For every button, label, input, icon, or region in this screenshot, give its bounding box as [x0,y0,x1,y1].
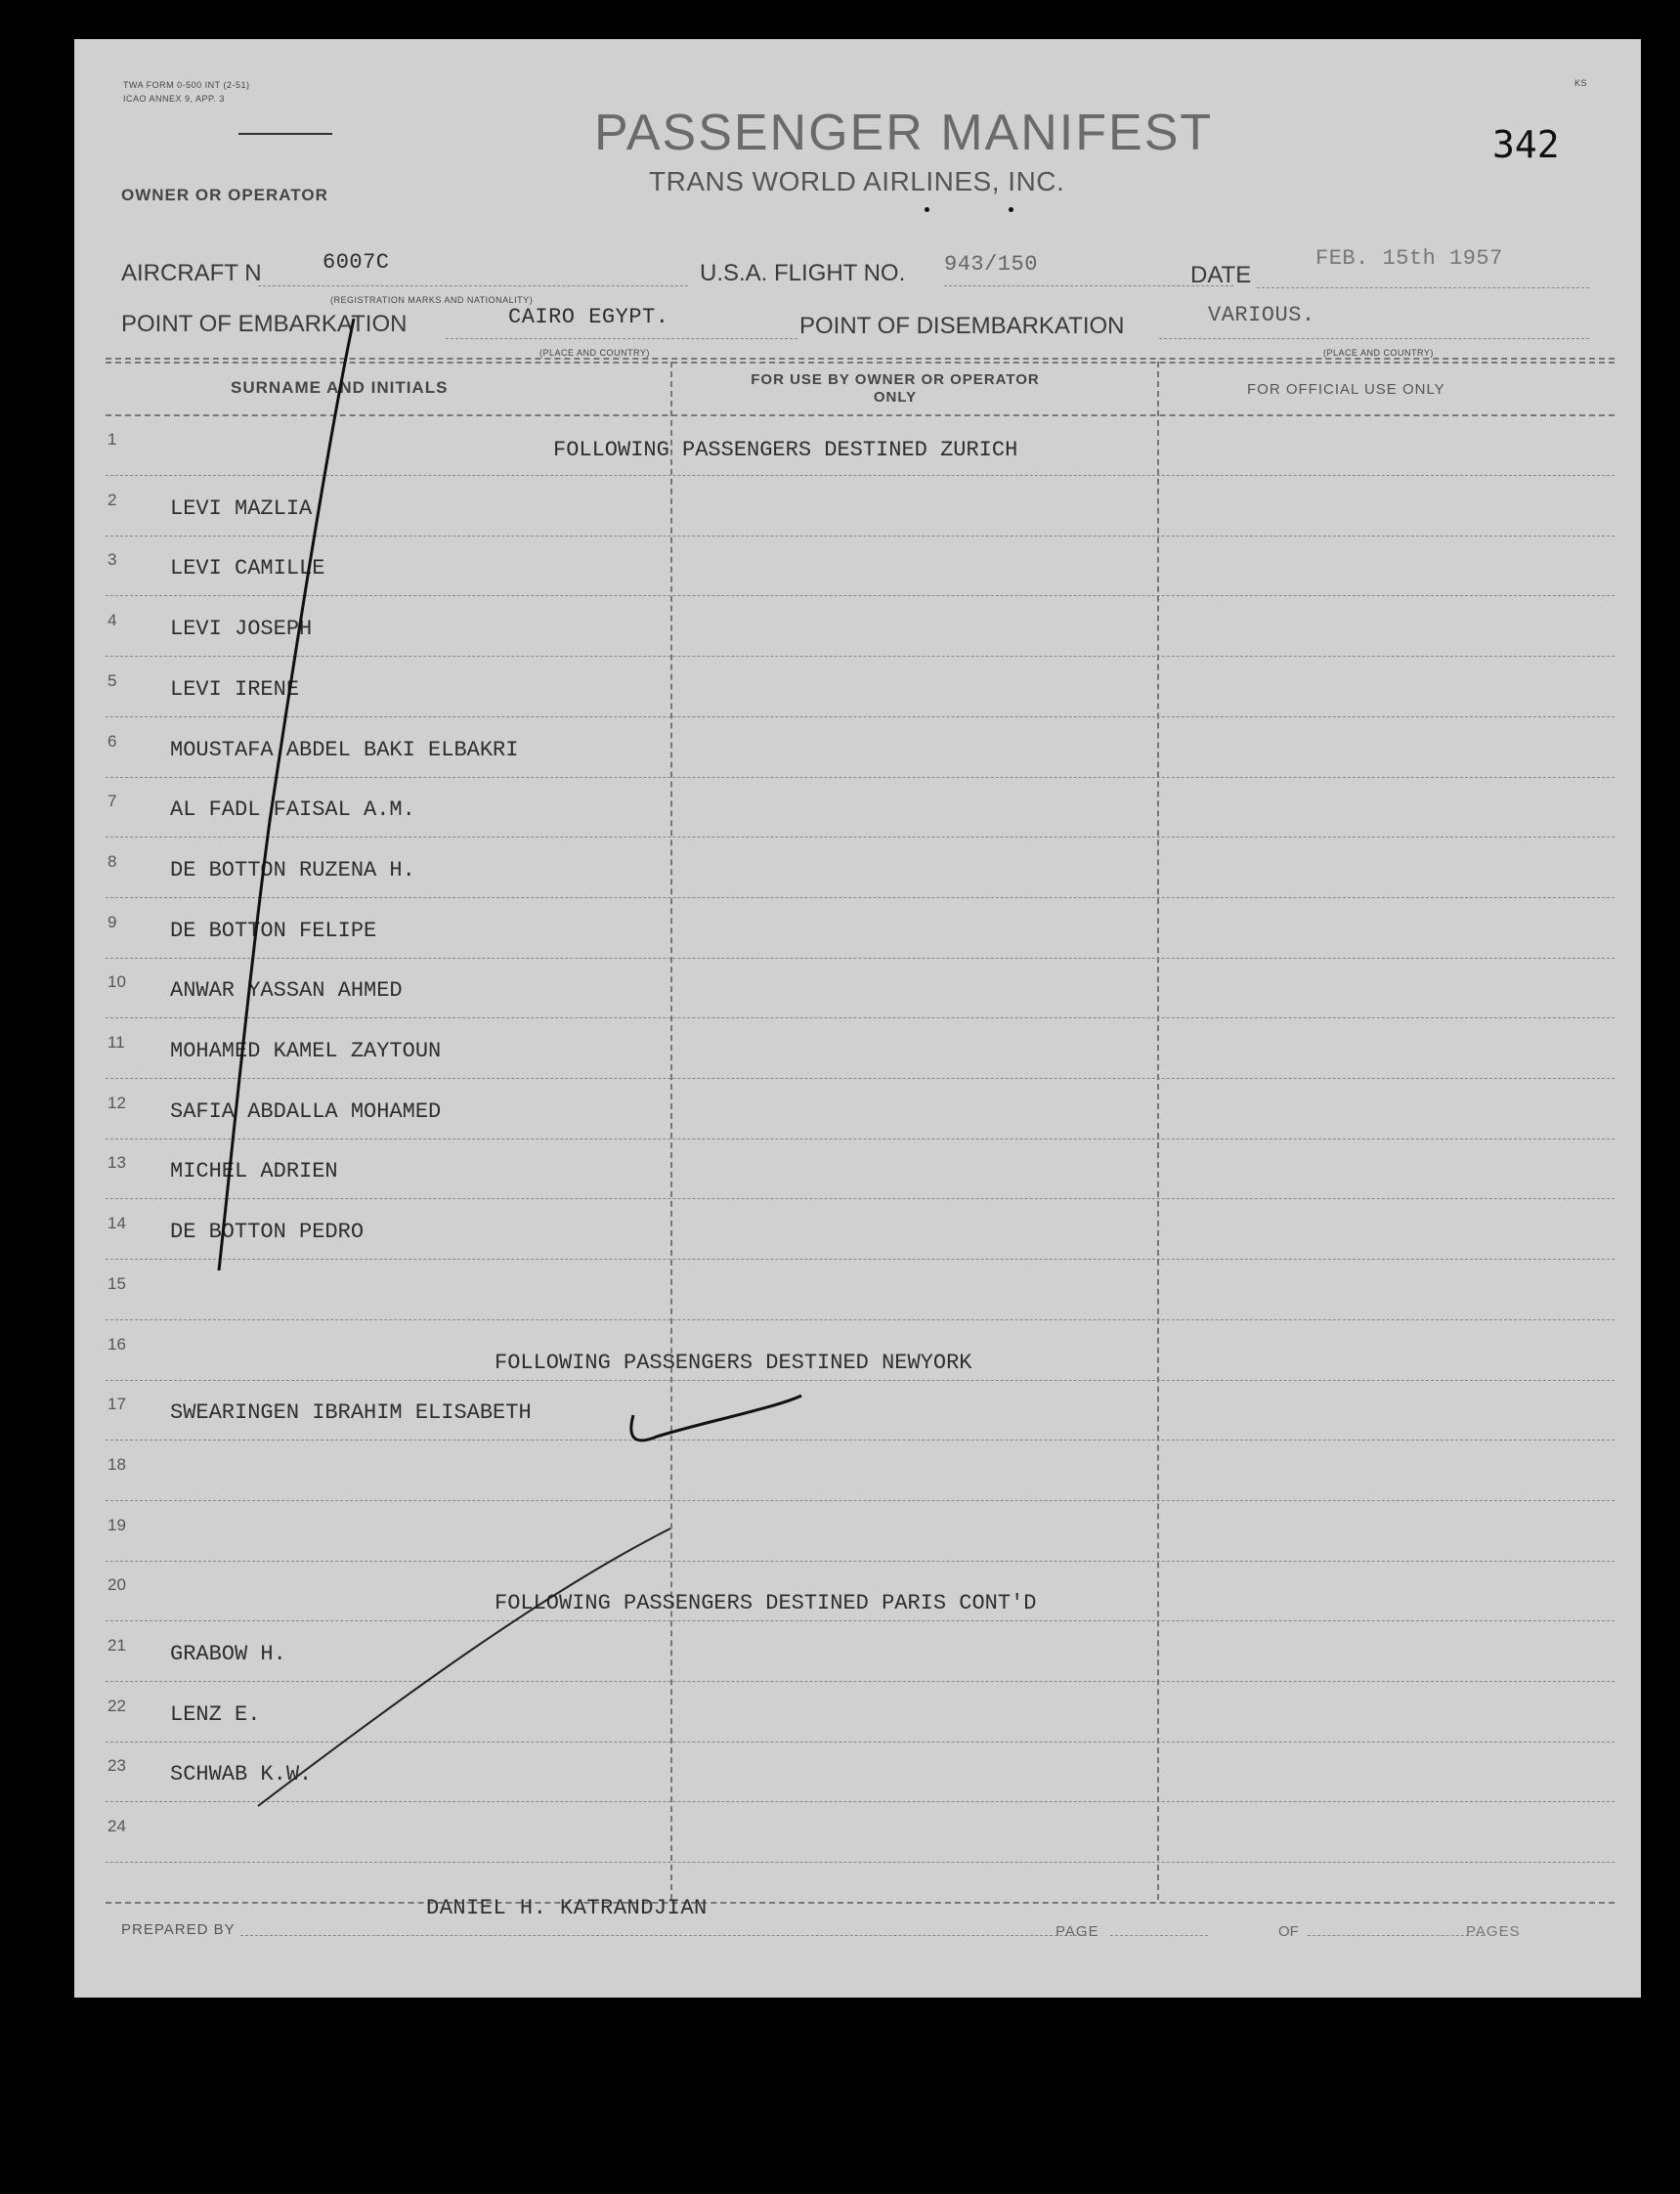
row-number: 13 [108,1153,126,1172]
airline-name: TRANS WORLD AIRLINES, INC. [649,166,1065,196]
row-number: 9 [108,913,117,931]
flight-value: 943/150 [944,252,1038,277]
passenger-name: SCHWAB K.W. [170,1762,313,1786]
passenger-name: MOHAMED KAMEL ZAYTOUN [170,1039,442,1063]
row-number: 19 [108,1516,126,1534]
row-number: 10 [108,972,126,991]
check-mark [631,1396,801,1441]
row-number: 24 [108,1817,126,1835]
row-number: 6 [108,732,117,751]
prepared-value: DANIEL H. KATRANDJIAN [426,1896,708,1920]
passenger-name: DE BOTTON RUZENA H. [170,858,415,882]
row-number: 2 [108,491,117,509]
pen-line-zurich [219,319,354,1270]
date-label: DATE [1190,262,1252,288]
passenger-name: ANWAR YASSAN AHMED [170,978,403,1003]
row-number: 8 [108,852,117,871]
pen-line-paris [258,1528,670,1806]
passenger-name: DE BOTTON PEDRO [170,1220,365,1244]
passenger-name: LEVI CAMILLE [170,556,325,581]
owner-label: OWNER OR OPERATOR [121,186,328,204]
embark-value: CAIRO EGYPT. [508,305,669,329]
row-number: 4 [108,611,117,629]
form-annex: ICAO ANNEX 9, APP. 3 [123,94,225,104]
passenger-name: SWEARINGEN IBRAHIM ELISABETH [170,1400,532,1425]
place-caption-2: (PLACE AND COUNTRY) [1323,348,1434,358]
passenger-name: GRABOW H. [170,1642,286,1666]
manifest-sheet [74,39,1641,1998]
row-number: 11 [108,1033,125,1052]
row-number: 15 [108,1274,126,1293]
passenger-name: MOUSTAFA ABDEL BAKI ELBAKRI [170,738,519,762]
row-number: 7 [108,792,117,810]
aircraft-label: AIRCRAFT N [121,260,262,286]
col-header-owner-use: FOR USE BY OWNER OR OPERATOR ONLY [751,371,1040,406]
of-label: OF [1278,1923,1299,1940]
passenger-name: LEVI MAZLIA [170,496,313,521]
disembark-label: POINT OF DISEMBARKATION [799,313,1125,339]
flight-label: U.S.A. FLIGHT NO. [700,260,906,286]
page-number: 342 [1492,123,1560,166]
registration-caption: (REGISTRATION MARKS AND NATIONALITY) [330,295,534,305]
row-number: 5 [108,671,117,690]
row-number: 16 [108,1335,126,1354]
passenger-name: SAFIA ABDALLA MOHAMED [170,1099,442,1124]
row-number: 14 [108,1214,126,1232]
passenger-name: MICHEL ADRIEN [170,1159,338,1183]
of-underline [1308,1935,1484,1936]
page-underline [1110,1935,1208,1936]
row-number: 12 [108,1094,126,1112]
corner-mark: KS [1574,78,1588,88]
row-number: 22 [108,1697,126,1715]
destination-note: FOLLOWING PASSENGERS DESTINED PARIS CONT'D [495,1591,1037,1615]
destination-note: FOLLOWING PASSENGERS DESTINED ZURICH [553,438,1018,462]
row-number: 18 [108,1455,126,1474]
disembark-value: VARIOUS. [1208,303,1315,327]
date-value: FEB. 15th 1957 [1315,246,1503,271]
passenger-name: DE BOTTON FELIPE [170,919,377,943]
row-number: 17 [108,1395,126,1413]
row-number: 23 [108,1756,126,1775]
place-caption: (PLACE AND COUNTRY) [539,348,650,358]
prepared-underline [240,1935,1087,1936]
passenger-name: LEVI JOSEPH [170,617,313,641]
pages-label: PAGES [1466,1923,1521,1940]
embark-label: POINT OF EMBARKATION [121,311,408,337]
aircraft-value: 6007C [323,250,390,275]
passenger-name: LEVI IRENE [170,677,300,702]
row-number: 3 [108,550,117,569]
col-header-official: FOR OFFICIAL USE ONLY [1247,381,1445,398]
pen-marks [74,39,1641,1998]
document-title: PASSENGER MANIFEST [594,105,1214,161]
prepared-label: PREPARED BY [121,1921,236,1938]
row-number: 20 [108,1575,126,1594]
row-number: 1 [108,430,117,449]
form-id: TWA FORM 0-500 INT (2-51) [123,80,250,90]
col-header-surname: SURNAME AND INITIALS [231,378,449,397]
row-number: 21 [108,1636,126,1655]
page-label: PAGE [1055,1923,1099,1940]
destination-note: FOLLOWING PASSENGERS DESTINED NEWYORK [495,1351,972,1375]
passenger-name: AL FADL FAISAL A.M. [170,797,415,822]
passenger-name: LENZ E. [170,1702,261,1727]
